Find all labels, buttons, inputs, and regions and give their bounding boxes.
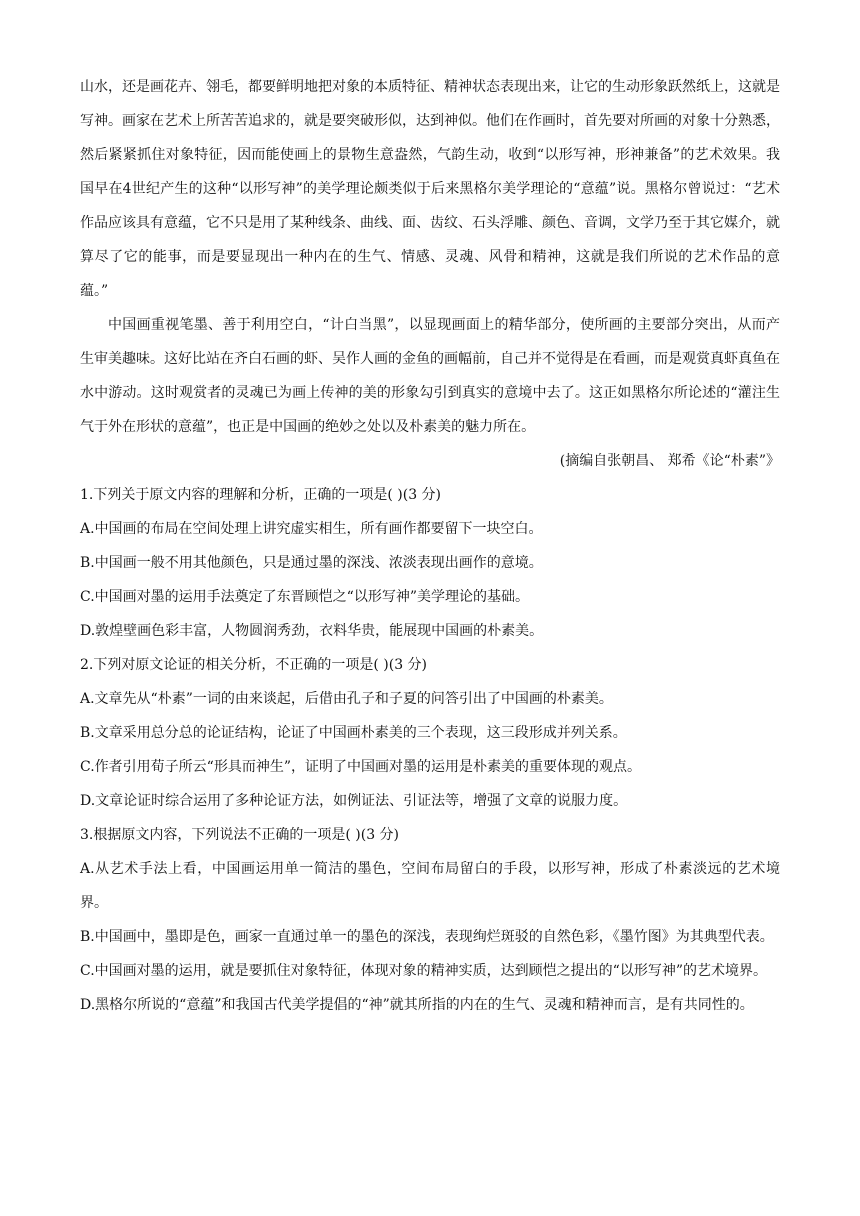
article-paragraph-1: 山水，还是画花卉、翎毛，都要鲜明地把对象的本质特征、精神状态表现出来，让它的生动形象跃然纸上，这就是写神。画家在艺术上所苦苦追求的，就是要突破形似，达到神似。他们在作画时，首先要对所画的对象十分熟悉，然后紧紧抓住对象特征，因而能使画上的景物生意盎然，气韵生动，收到“以形写神，形神兼备”的艺术效果。我国早在4世纪产生的这种“以形写神”的美学理论颇类似于后来黑格尔美学理论的“意蕴”说。黑格尔曾说过：“艺术作品应该具有意蕴，它不只是用了某种线条、曲线、面、齿纹、石头浮雕、颜色、音调，文学乃至于其它媒介，就算尽了它的能事，而是要显现出一种内在的生气、情感、灵魂、风骨和精神，这就是我们所说的艺术作品的意蕴。” (80, 79, 780, 299)
question-3 (80, 818, 780, 1022)
option-d: D.文章论证时综合运用了多种论证方法，如例证法、引证法等，增强了文章的说服力度。 (80, 793, 628, 809)
option-b: B.中国画中，墨即是色，画家一直通过单一的墨色的深浅，表现绚烂斑驳的自然色彩，《墨竹图》为其典型代表。 (80, 929, 774, 945)
option-c: C.中国画对墨的运用手法奠定了东晋顾恺之“以形写神”美学理论的基础。 (80, 589, 529, 605)
document-page (80, 70, 780, 1022)
option-d: D.黑格尔所说的“意蕴”和我国古代美学提倡的“神”就其所指的内在的生气、灵魂和精神而言，是有共同性的。 (80, 997, 754, 1013)
option-d: D.敦煌壁画色彩丰富，人物圆润秀劲，衣料华贵，能展现中国画的朴素美。 (80, 623, 544, 639)
option-a: A.中国画的布局在空间处理上讲究虚实相生，所有画作都要留下一块空白。 (80, 521, 543, 537)
question-stem: 3.根据原文内容，下列说法不正确的一项是( )(3 分) (80, 827, 400, 843)
article-paragraph-2: 中国画重视笔墨、善于利用空白，“计白当黑”，以显现画面上的精华部分，使所画的主要部分突出，从而产生审美趣味。这好比站在齐白石画的虾、吴作人画的金鱼的画幅前，自己并不觉得是在看画，而是观赏真虾真鱼在水中游动。这时观赏者的灵魂已为画上传神的美的形象勾引到真实的意境中去了。这正如黑格尔所论述的“灌注生气于外在形状的意蕴”，也正是中国画的绝妙之处以及朴素美的魅力所在。 (80, 317, 780, 435)
article-source: (摘编自张朝昌、 郑希《论“朴素”》 (559, 453, 780, 469)
option-b: B.中国画一般不用其他颜色，只是通过墨的深浅、浓淡表现出画作的意境。 (80, 555, 543, 571)
option-a: A.文章先从“朴素”一词的由来谈起，后借由孔子和子夏的问答引出了中国画的朴素美。 (80, 691, 613, 707)
option-c: C.中国画对墨的运用，就是要抓住对象特征，体现对象的精神实质，达到顾恺之提出的“以形写神”的艺术境界。 (80, 963, 767, 979)
option-b: B.文章采用总分总的论证结构，论证了中国画朴素美的三个表现，这三段形成并列关系。 (80, 725, 627, 741)
question-stem: 2.下列对原文论证的相关分析，不正确的一项是( )(3 分) (80, 657, 428, 673)
option-a: A.从艺术手法上看，中国画运用单一简洁的墨色，空间布局留白的手段，以形写神，形成了朴素淡远的艺术境界。 (80, 861, 780, 911)
question-1 (80, 478, 780, 648)
question-stem: 1.下列关于原文内容的理解和分析，正确的一项是( )(3 分) (80, 487, 442, 503)
option-c: C.作者引用荀子所云“形具而神生”，证明了中国画对墨的运用是朴素美的重要体现的观点。 (80, 759, 641, 775)
question-2 (80, 648, 780, 818)
